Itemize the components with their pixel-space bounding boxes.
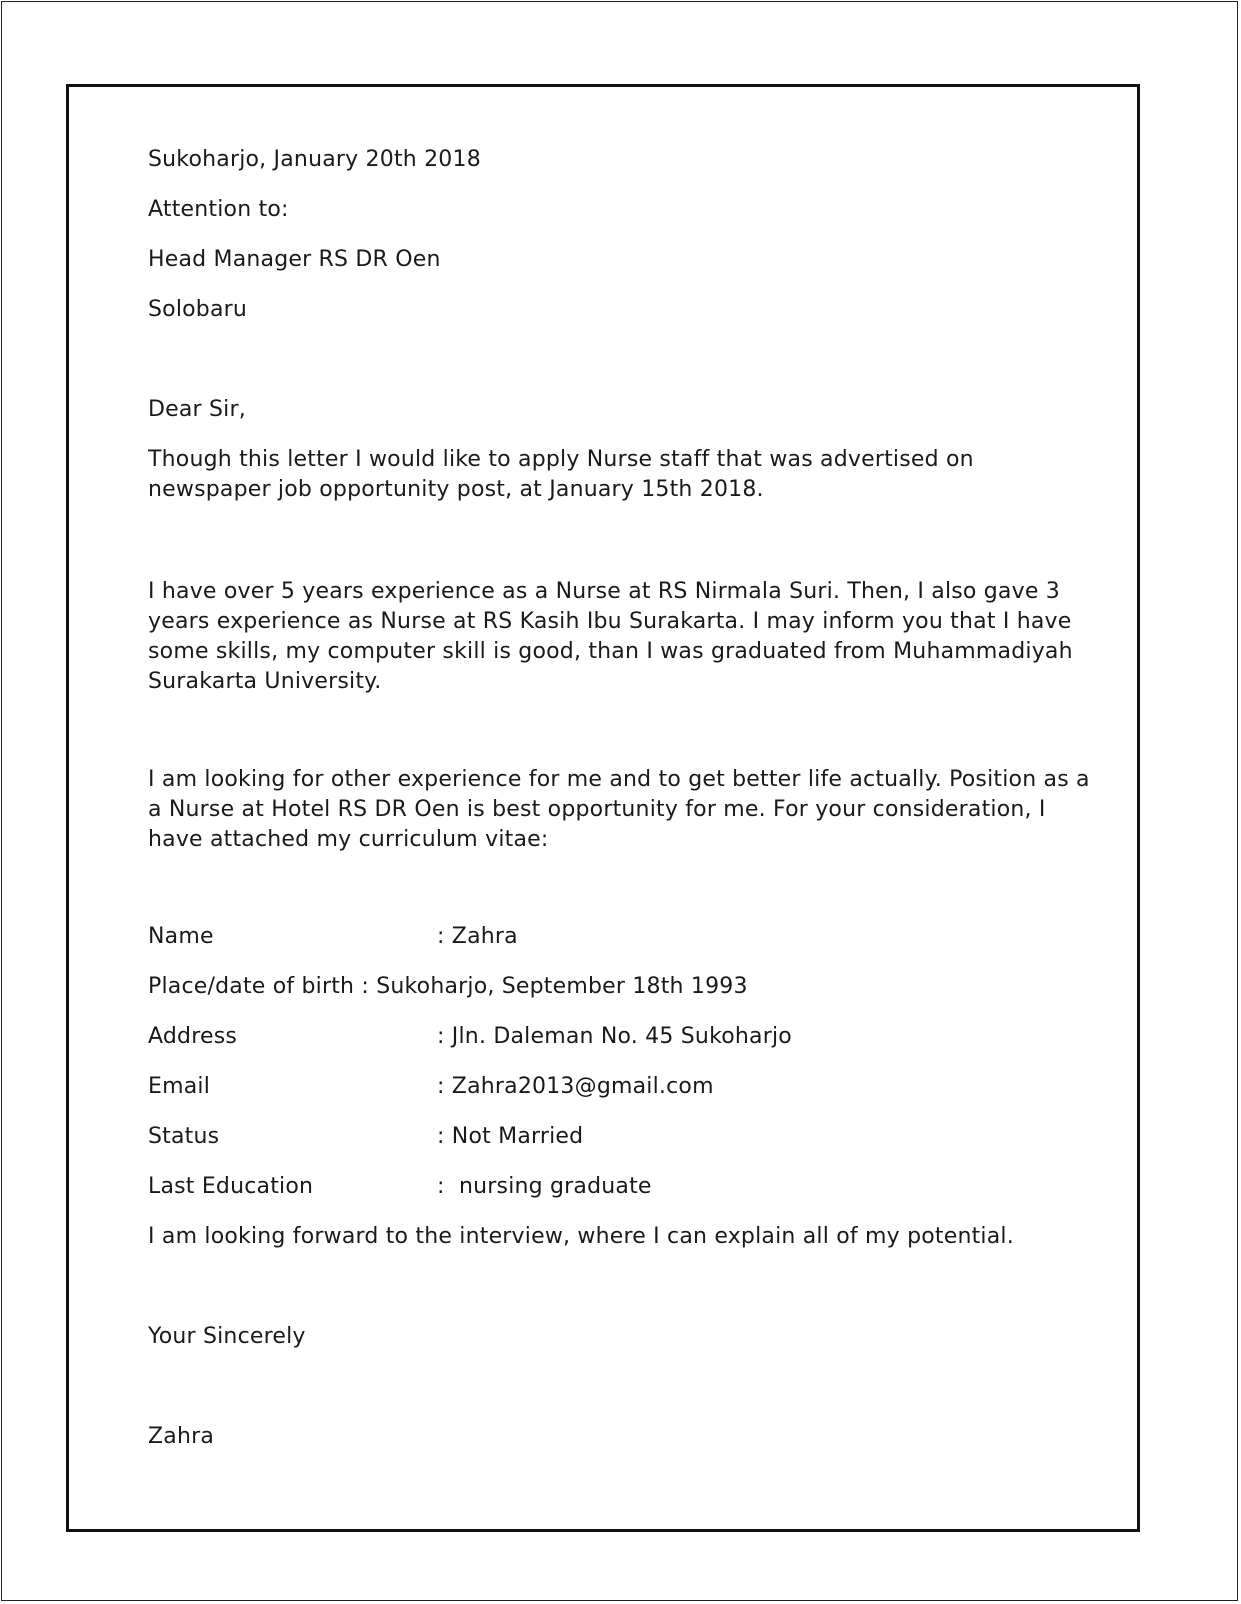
field-label-education: Last Education <box>148 1174 314 1199</box>
field-value-status: : Not Married <box>437 1124 584 1149</box>
paragraph-line: some skills, my computer skill is good, than I was graduated from Muhammadiyah <box>148 639 1073 664</box>
field-value-email: : Zahra2013@gmail.com <box>437 1074 714 1099</box>
field-label-address: Address <box>148 1024 238 1049</box>
salutation: Dear Sir, <box>148 397 246 422</box>
field-label-email: Email <box>148 1074 211 1099</box>
recipient-location: Solobaru <box>148 297 248 322</box>
place-date: Sukoharjo, January 20th 2018 <box>148 147 481 172</box>
field-value-education: : nursing graduate <box>437 1174 652 1199</box>
paragraph-experience <box>148 577 1073 697</box>
paragraph-line: Surakarta University. <box>148 669 382 694</box>
paragraph-line: a Nurse at Hotel RS DR Oen is best opportunity for me. For your consideration, I <box>148 797 1046 822</box>
signature-name: Zahra <box>148 1424 215 1449</box>
paragraph-line: I have over 5 years experience as a Nurse at RS Nirmala Suri. Then, I also gave 3 <box>148 579 1060 604</box>
field-value-name: : Zahra <box>437 924 518 949</box>
paragraph-application <box>148 445 974 505</box>
paragraph-line: newspaper job opportunity post, at January 15th 2018. <box>148 477 764 502</box>
paragraph-motivation <box>148 765 1090 855</box>
recipient-title: Head Manager RS DR Oen <box>148 247 441 272</box>
valediction: Your Sincerely <box>148 1324 306 1349</box>
attention-line: Attention to: <box>148 197 289 222</box>
field-label-name: Name <box>148 924 214 949</box>
paragraph-line: Though this letter I would like to apply Nurse staff that was advertised on <box>148 447 974 472</box>
field-value-address: : Jln. Daleman No. 45 Sukoharjo <box>437 1024 792 1049</box>
closing-line: I am looking forward to the interview, where I can explain all of my potential. <box>148 1224 1014 1249</box>
field-label-birth: Place/date of birth : Sukoharjo, September 18th 1993 <box>148 974 748 999</box>
paragraph-line: have attached my curriculum vitae: <box>148 827 549 852</box>
field-label-status: Status <box>148 1124 220 1149</box>
paragraph-line: years experience as Nurse at RS Kasih Ibu Surakarta. I may inform you that I have <box>148 609 1072 634</box>
paragraph-line: I am looking for other experience for me and to get better life actually. Position as a <box>148 767 1090 792</box>
